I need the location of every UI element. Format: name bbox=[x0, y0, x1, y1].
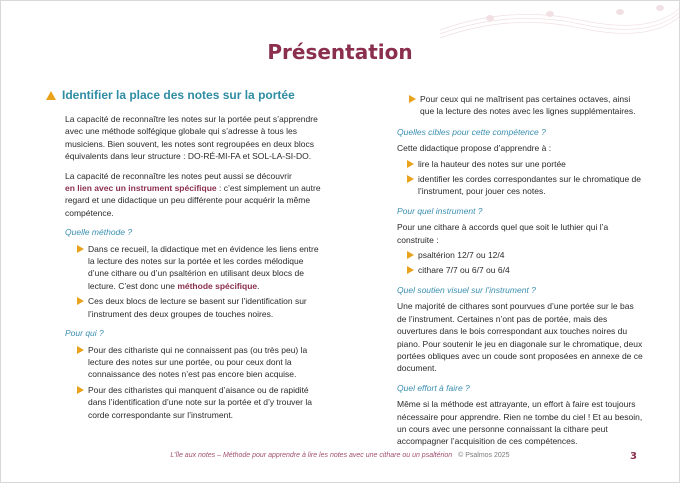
list-item: psaltérion 12/7 ou 12/4 bbox=[397, 249, 645, 261]
arrow-bullet-icon bbox=[409, 95, 416, 103]
list-item: Ces deux blocs de lecture se basent sur l’identification sur l’instrument des deux groupes de touches noires. bbox=[65, 295, 321, 320]
section-heading-text: Identifier la place des notes sur la portée bbox=[62, 88, 295, 102]
paragraph: Même si la méthode est attrayante, un effort à faire est toujours nécessaire pour apprendre. Rien ne tombe du ciel ! Et au besoin, un cours avec une personne connaissant la cithare peut accompagner l’acquisition de ces compétences. bbox=[397, 399, 643, 447]
paragraph: Pour une cithare à accords quel que soit le luthier qui l’a construite : bbox=[397, 222, 609, 245]
right-column bbox=[397, 93, 645, 455]
list-item: Pour des citharistes qui manquent d’aisance ou de rapidité dans l’identification d’une note sur la portée et d’y trouver la corde correspondante sur l’instrument. bbox=[65, 384, 321, 421]
arrow-bullet-icon bbox=[77, 386, 84, 394]
footer-copyright: © Psalmos 2025 bbox=[458, 452, 510, 459]
subheading-method: Quelle méthode ? bbox=[65, 227, 133, 238]
arrow-bullet-icon bbox=[407, 160, 414, 168]
arrow-bullet-icon bbox=[77, 346, 84, 354]
list-item: Dans ce recueil, la didactique met en évidence les liens entre la lecture des notes sur la portée et les cordes mélodique d’une cithare ou d’un psaltérion en utilisant deux blocs de lecture. C’est donc une méthode spécifique. bbox=[65, 243, 321, 293]
left-column bbox=[46, 87, 321, 424]
warning-triangle-icon bbox=[46, 91, 56, 100]
arrow-bullet-icon bbox=[77, 297, 84, 305]
music-notes-decoration bbox=[430, 0, 680, 40]
section-heading bbox=[46, 87, 321, 103]
subheading-instrument: Pour quel instrument ? bbox=[397, 205, 483, 216]
highlight-text: en lien avec un instrument spécifique bbox=[65, 183, 217, 194]
paragraph: La capacité de reconnaître les notes peut aussi se découvrir en lien avec un instrument spécifique : c’est simplement un autre regard et une didactique un peu différente pour acquérir la même compétence. bbox=[65, 170, 321, 218]
list-item: Pour des cithariste qui ne connaissent pas (ou très peu) la lecture des notes sur une portée, ou pour ceux dont la connaissance des notes n’est pas encore bien acquise. bbox=[65, 344, 321, 381]
arrow-bullet-icon bbox=[77, 245, 84, 253]
arrow-bullet-icon bbox=[407, 175, 414, 183]
list-item: lire la hauteur des notes sur une portée bbox=[397, 158, 645, 170]
subheading-targets: Quelles cibles pour cette compétence ? bbox=[397, 126, 546, 137]
paragraph: Une majorité de cithares sont pourvues d’une portée sur le bas de l’instrument. Certaines n’ont pas de portée, mais des ouvertures dans le bois correspondant aux touches noires du piano. Pour soutenir le jeu en diagonale sur le chromatique, deux portées obliques avec un coude sont proposées en annexe de ce document. bbox=[397, 301, 643, 374]
footer-text: L’île aux notes – Méthode pour apprendre à lire les notes avec une cithare ou un psaltérion bbox=[170, 452, 453, 459]
subheading-visual-support: Quel soutien visuel sur l’instrument ? bbox=[397, 284, 536, 295]
list-item: cithare 7/7 ou 6/7 ou 6/4 bbox=[397, 264, 645, 276]
subheading-audience: Pour qui ? bbox=[65, 328, 104, 339]
paragraph: Cette didactique propose d’apprendre à : bbox=[397, 143, 552, 154]
subheading-effort: Quel effort à faire ? bbox=[397, 382, 470, 393]
arrow-bullet-icon bbox=[407, 251, 414, 259]
list-item: Pour ceux qui ne maîtrisent pas certaines octaves, ainsi que la lecture des notes avec les lignes supplémentaires. bbox=[397, 93, 645, 118]
list-item: identifier les cordes correspondantes sur le chromatique de l’instrument, pour jouer ces notes. bbox=[397, 173, 645, 198]
highlight-text: méthode spécifique bbox=[177, 280, 258, 291]
arrow-bullet-icon bbox=[407, 266, 414, 274]
page-footer bbox=[0, 452, 680, 459]
page-title: Présentation bbox=[267, 40, 413, 64]
paragraph: La capacité de reconnaître les notes sur la portée peut s’apprendre avec une méthode solfégique globale qui s’adresse à tous les musiciens. Bien souvent, les notes sont regroupées en deux blocs équivalents dans leur structure : DO-RÉ-MI-FA et SOL-LA-SI-DO. bbox=[65, 114, 318, 162]
page-number: 3 bbox=[630, 451, 637, 462]
